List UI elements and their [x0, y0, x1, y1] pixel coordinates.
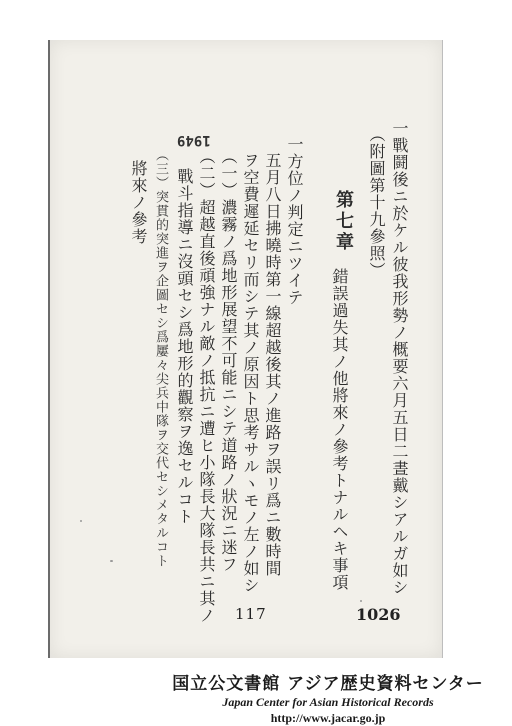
scan-speck — [360, 600, 362, 602]
section1-line1: 五月八日拂曉時第一線超越後其ノ進路ヲ誤リ爲ニ數時間 — [263, 152, 282, 577]
list-item-3: （三）突貫的突進ヲ企圖セシ爲屢々尖兵中隊ヲ交代セシメタルコト — [153, 148, 168, 568]
heading-reference: （附圖第十九參照） — [367, 126, 386, 279]
section1-title: 一方位ノ判定ニツイテ — [285, 136, 304, 306]
list-item-1: （一）濃霧ノ爲地形展望不可能ニシテ道路ノ狀況ニ迷フ — [219, 148, 238, 573]
page-number-center: 117 — [235, 605, 267, 623]
footer-japanese-name: 国立公文書館 アジア歴史資料センター — [172, 674, 484, 694]
archive-stamp-number: 1949 — [177, 132, 211, 148]
closing-line: 將來ノ參考 — [129, 160, 148, 245]
scan-speck — [110, 560, 113, 562]
scan-speck — [80, 520, 82, 522]
footer-url: http://www.jacar.go.jp — [270, 711, 386, 725]
document-page — [48, 40, 443, 658]
page-number-right: 1026 — [356, 605, 401, 624]
section1-line2: ヲ空費遲延セリ而シテ其ノ原因ト思考サルヽモノ左ノ如シ — [241, 152, 260, 594]
archive-footer — [158, 669, 498, 726]
list-item-2-continued: 戰斗指導ニ沒頭セシ爲地形的觀察ヲ逸セルコト — [175, 168, 194, 525]
footer-english-name: Japan Center for Asian Historical Records — [222, 695, 434, 709]
heading-main: 一戰鬪後ニ於ケル彼我形勢ノ概要六月五日二晝戴シアルガ如シ — [390, 120, 409, 596]
chapter-title: 第七章 — [333, 190, 354, 253]
chapter-subtitle: 錯誤過失其ノ他將來ノ參考トナルヘキ事項 — [330, 268, 349, 591]
list-item-2: （二）超越直後頑強ナル敵ノ抵抗ニ遭ヒ小隊長大隊長共ニ其ノ — [197, 148, 216, 624]
